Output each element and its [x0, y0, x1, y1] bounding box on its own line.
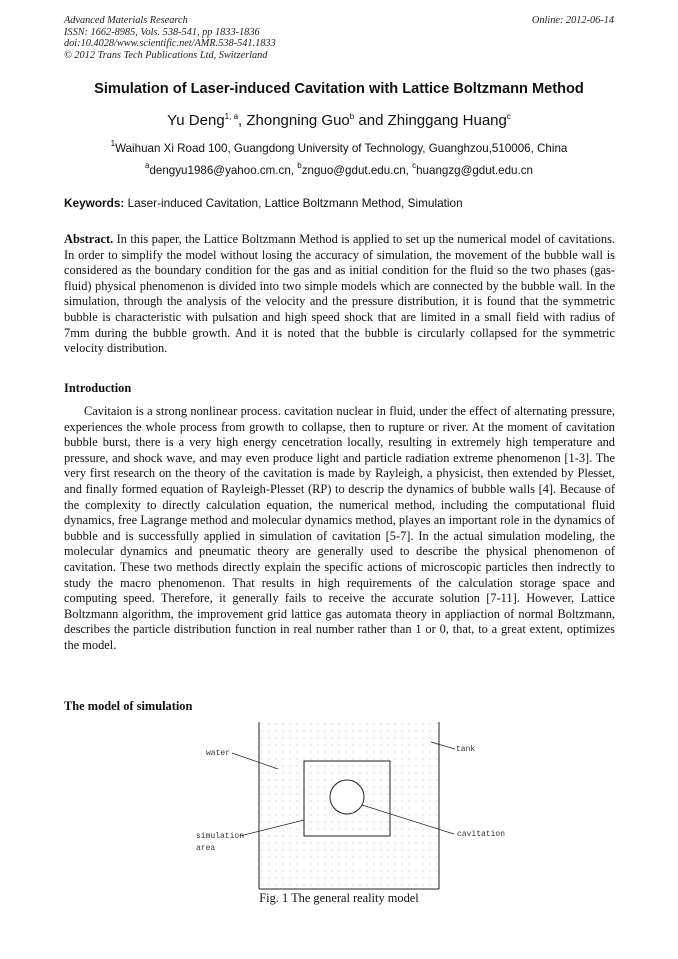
- label-simulation: simulation: [196, 832, 245, 841]
- doi-line: doi:10.4028/www.scientific.net/AMR.538-541.1833: [64, 38, 276, 49]
- cavitation-bubble: [330, 780, 364, 814]
- email-link[interactable]: huangzg@gdut.edu.cn: [416, 164, 533, 177]
- keywords-text: Laser-induced Cavitation, Lattice Boltzmann Method, Simulation: [124, 196, 463, 210]
- section-heading-model: The model of simulation: [64, 699, 193, 713]
- author-sup: 1, a: [224, 112, 239, 121]
- copyright-line: © 2012 Trans Tech Publications Ltd, Switzerland: [64, 49, 268, 61]
- keywords: [64, 196, 463, 210]
- author-name: Yu Deng: [167, 112, 225, 129]
- author-separator: ,: [238, 112, 247, 129]
- journal-name: Advanced Materials Research: [64, 15, 188, 26]
- paper-title: Simulation of Laser-induced Cavitation with Lattice Boltzmann Method: [94, 81, 584, 97]
- author-separator: and: [354, 112, 388, 129]
- email-link[interactable]: znguo@gdut.edu.cn,: [301, 164, 413, 177]
- figure-general-reality-model: [190, 722, 510, 890]
- label-area: area: [196, 844, 216, 853]
- abstract: [64, 232, 615, 357]
- label-water: water: [206, 749, 231, 758]
- email-sup: c: [412, 161, 417, 170]
- email-sup: a: [145, 161, 150, 170]
- author-list: [0, 112, 678, 129]
- label-cavitation: cavitation: [457, 830, 506, 839]
- email-sup: b: [297, 161, 302, 170]
- section-heading-introduction: Introduction: [64, 381, 132, 395]
- introduction-text: Cavitaion is a strong nonlinear process. cavitation nuclear in fluid, under the effect of alternating pressure, experiences the whole process from growth to collapse, then to rupture or river. At the moment of cavitation bubble burst, there is a very high energy cencetration locally, resulting in extremely high temperature and pressure, and shock wave, and may even produce light and particle radiation extreme phenomenon [1-3]. The very first research on the theory of the cavitation is made by Rayleigh, a physicist, then extended by Plesset, and finally formed equation of Rayleigh-Plesset (RP) to descrip the dynamics of bubble walls [4]. Because of the complexity to directly calculation equation, the numerical method, including the computational fluid dynamics, free Lagrange method and molecular dynamics method, playes an important role in the dynamics of bubble and is successfully applied in simulation of cavitation [5-7]. In the actual simulation modeling, the molecular dynamics and pneumatic theory are generally used to describe the physical phenomenon of cavitation. These two methods directly explain the specific actions of microscopic particles then indrectly to study the macro phenomenon. That results in high requirements of the calculation storage space and computing speed. Therefore, it generally fails to receive the accurate solution [7-11]. However, Lattice Boltzmann algorithm, the improvement grid lattice gas automata theory in appliaction of normal Boltzmann, describes the particle distribution function in real number rather than 1 or 0, that, to a great extent, optimizes the model.: [64, 404, 615, 652]
- author-name: Zhongning Guo: [246, 112, 350, 129]
- label-tank: tank: [456, 745, 476, 754]
- journal-header: [64, 15, 276, 61]
- abstract-text: In this paper, the Lattice Boltzmann Method is applied to set up the numerical model of cavitations. In order to simplify the model without losing the accuracy of simulation, the movement of the bubble wall is considered as the boundary condition for the gas and as initial condition for the fluid so the two phases (gas-fluid) physical phenomenon is divided into two simple models which are connected by the bubble wall. In the simulation, through the analysis of the velocity and the pressure distribution, it is found that the symmetric bubble is characteristic with pulsation and high speed shock that are limited in a small field with radius of 7mm during the bubble growth. And it is noted that the bubble is circularly collapsed for the symmetric velocity distribution.: [64, 232, 615, 356]
- author-name: Zhinggang Huang: [387, 112, 507, 129]
- email-list: [0, 161, 678, 177]
- author-sup: b: [349, 112, 355, 121]
- abstract-label: Abstract.: [64, 232, 114, 246]
- online-date: Online: 2012-06-14: [531, 15, 614, 26]
- issn-line: ISSN: 1662-8985, Vols. 538-541, pp 1833-1836: [64, 26, 260, 38]
- email-link[interactable]: dengyu1986@yahoo.cm.cn,: [149, 164, 298, 177]
- keywords-label: Keywords:: [64, 196, 125, 210]
- affiliation: [0, 139, 678, 155]
- author-sup: c: [506, 112, 511, 121]
- figure-caption: Fig. 1 The general reality model: [259, 891, 419, 905]
- affiliation-sup: 1: [110, 139, 116, 148]
- affiliation-text: Waihuan Xi Road 100, Guangdong University of Technology, Guanghzou,510006, China: [115, 142, 568, 155]
